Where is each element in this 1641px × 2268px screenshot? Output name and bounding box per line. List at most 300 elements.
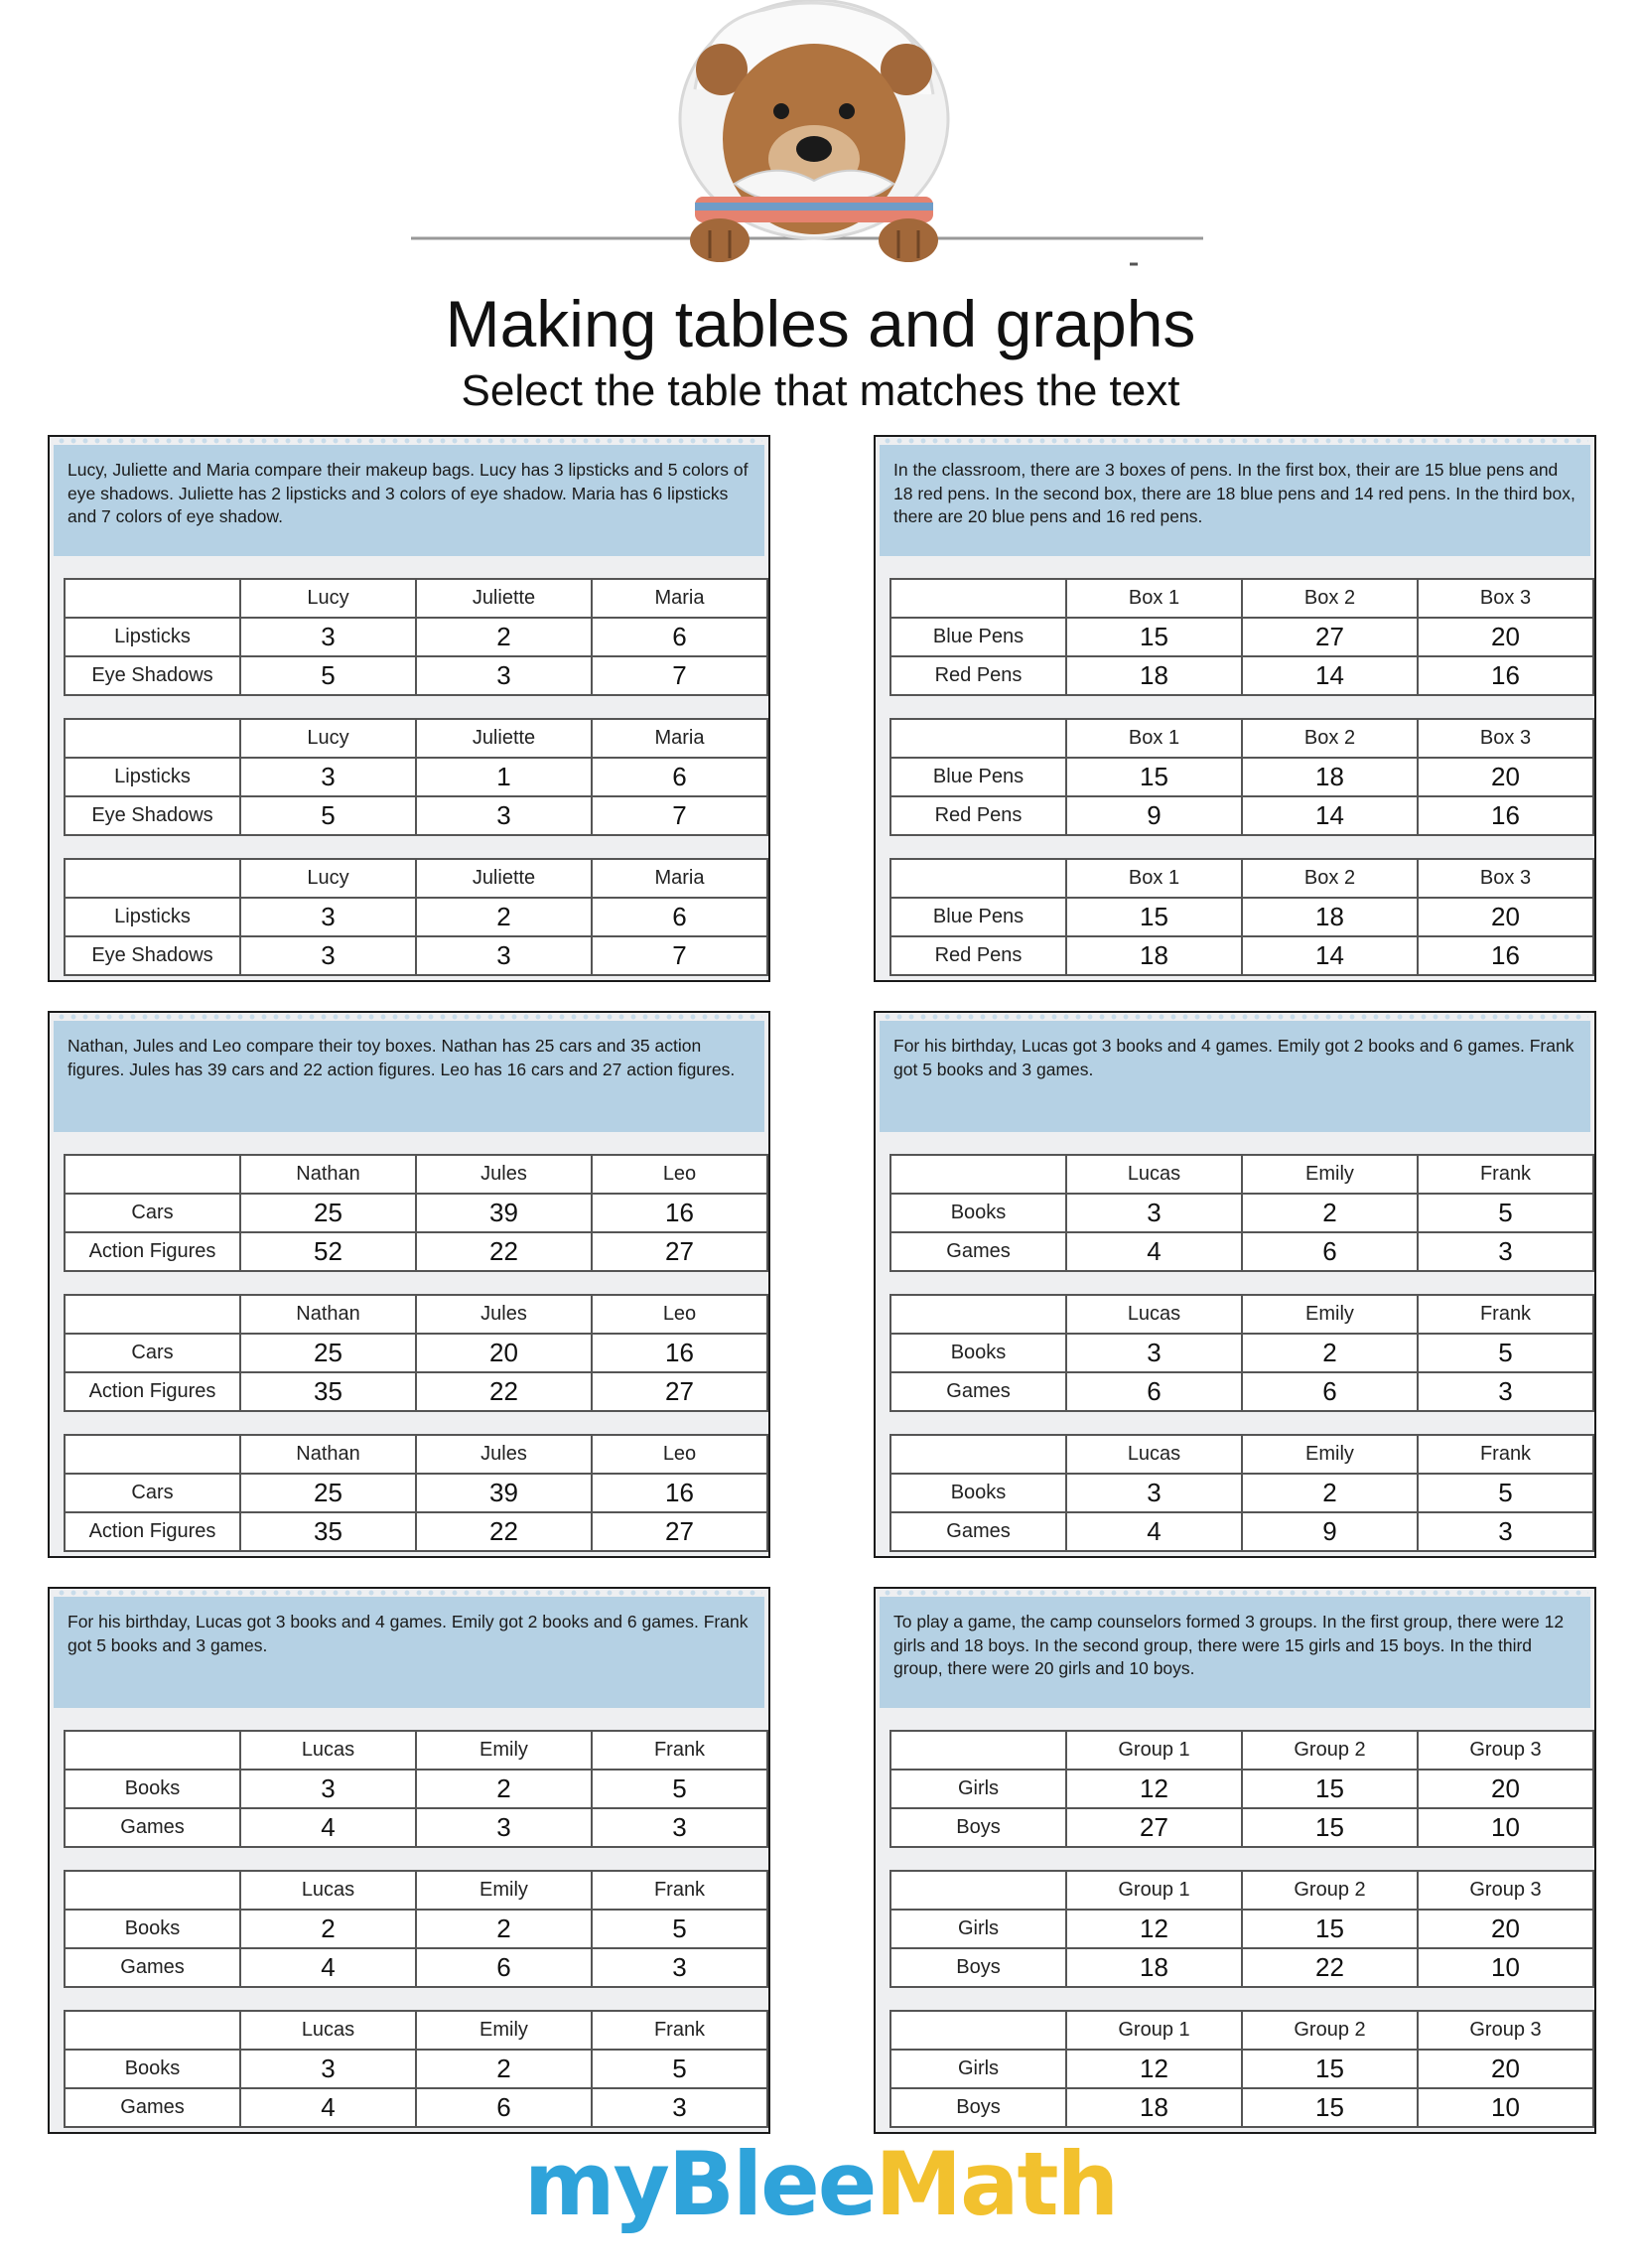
mascot-illustration	[397, 0, 1231, 278]
column-header: Nathan	[240, 1295, 416, 1334]
value-cell: 2	[1242, 1474, 1418, 1512]
row-label: Books	[65, 2050, 240, 2088]
row-label: Action Figures	[65, 1372, 240, 1411]
table-row	[65, 1372, 767, 1411]
value-cell: 5	[240, 796, 416, 835]
table-row	[890, 758, 1593, 796]
column-header: Lucy	[240, 579, 416, 618]
value-cell: 3	[592, 2088, 767, 2127]
empty-corner-cell	[65, 1435, 240, 1474]
value-cell: 12	[1066, 1770, 1242, 1808]
table-row	[890, 1474, 1593, 1512]
value-cell: 7	[592, 796, 767, 835]
column-header: Box 1	[1066, 719, 1242, 758]
value-cell: 2	[416, 1910, 592, 1948]
column-header: Jules	[416, 1435, 592, 1474]
value-cell: 15	[1242, 1808, 1418, 1847]
row-label: Games	[65, 1808, 240, 1847]
value-cell: 5	[1418, 1194, 1593, 1232]
value-cell: 27	[592, 1232, 767, 1271]
row-label: Boys	[890, 2088, 1066, 2127]
empty-corner-cell	[890, 859, 1066, 898]
row-label: Cars	[65, 1194, 240, 1232]
row-label: Eye Shadows	[65, 656, 240, 695]
table-header-row	[890, 719, 1593, 758]
table-row	[65, 758, 767, 796]
value-cell: 2	[416, 898, 592, 936]
table-row	[65, 1808, 767, 1847]
exercise-card-lucy-juliette-maria	[48, 435, 770, 982]
column-header: Frank	[1418, 1155, 1593, 1194]
value-cell: 3	[240, 618, 416, 656]
column-header: Box 2	[1242, 859, 1418, 898]
row-label: Games	[890, 1512, 1066, 1551]
column-header: Group 2	[1242, 2011, 1418, 2050]
table-header-row	[65, 1295, 767, 1334]
row-label: Red Pens	[890, 656, 1066, 695]
value-cell: 35	[240, 1372, 416, 1411]
table-row	[65, 898, 767, 936]
table-option-2[interactable]	[64, 1294, 768, 1412]
value-cell: 6	[416, 2088, 592, 2127]
value-cell: 5	[592, 1770, 767, 1808]
table-option-3[interactable]	[64, 1434, 768, 1552]
value-cell: 15	[1242, 2050, 1418, 2088]
column-header: Frank	[592, 2011, 767, 2050]
value-cell: 3	[1066, 1474, 1242, 1512]
row-label: Action Figures	[65, 1512, 240, 1551]
table-row	[65, 1194, 767, 1232]
row-label: Eye Shadows	[65, 936, 240, 975]
value-cell: 5	[1418, 1334, 1593, 1372]
column-header: Box 2	[1242, 719, 1418, 758]
value-cell: 2	[240, 1910, 416, 1948]
column-header: Group 3	[1418, 1871, 1593, 1910]
column-header: Frank	[1418, 1295, 1593, 1334]
table-row	[65, 1948, 767, 1987]
value-cell: 5	[592, 2050, 767, 2088]
column-header: Frank	[592, 1871, 767, 1910]
table-option-1[interactable]	[64, 578, 768, 696]
row-label: Games	[65, 1948, 240, 1987]
table-row	[890, 656, 1593, 695]
column-header: Maria	[592, 579, 767, 618]
row-label: Books	[890, 1194, 1066, 1232]
value-cell: 3	[240, 1770, 416, 1808]
value-cell: 6	[416, 1948, 592, 1987]
table-header-row	[890, 1295, 1593, 1334]
value-cell: 15	[1242, 2088, 1418, 2127]
table-option-2[interactable]	[64, 718, 768, 836]
row-label: Girls	[890, 2050, 1066, 2088]
value-cell: 3	[416, 796, 592, 835]
empty-corner-cell	[65, 1155, 240, 1194]
card-dots-border	[882, 1589, 1588, 1597]
card-prompt: To play a game, the camp counselors formed 3 groups. In the first group, there were 12 girls and 18 boys. In the second group, there were 15 girls and 15 boys. In the third group, there were 20 girls and 10 boys.	[880, 1597, 1590, 1708]
table-row	[65, 2050, 767, 2088]
table-row	[65, 1474, 767, 1512]
column-header: Nathan	[240, 1155, 416, 1194]
row-label: Blue Pens	[890, 758, 1066, 796]
value-cell: 3	[1418, 1232, 1593, 1271]
table-option-2[interactable]	[889, 1294, 1594, 1412]
value-cell: 3	[592, 1948, 767, 1987]
value-cell: 22	[416, 1232, 592, 1271]
column-header: Leo	[592, 1155, 767, 1194]
column-header: Emily	[1242, 1435, 1418, 1474]
value-cell: 14	[1242, 936, 1418, 975]
table-header-row	[65, 1435, 767, 1474]
value-cell: 20	[1418, 898, 1593, 936]
value-cell: 14	[1242, 656, 1418, 695]
row-label: Blue Pens	[890, 898, 1066, 936]
column-header: Jules	[416, 1155, 592, 1194]
value-cell: 6	[592, 758, 767, 796]
brand-logo	[0, 2135, 1641, 2234]
logo-math: Math	[875, 2133, 1118, 2235]
column-header: Group 1	[1066, 2011, 1242, 2050]
column-header: Juliette	[416, 719, 592, 758]
value-cell: 16	[592, 1474, 767, 1512]
column-header: Jules	[416, 1295, 592, 1334]
table-header-row	[65, 859, 767, 898]
value-cell: 20	[1418, 758, 1593, 796]
empty-corner-cell	[65, 1731, 240, 1770]
column-header: Lucas	[1066, 1155, 1242, 1194]
value-cell: 15	[1242, 1770, 1418, 1808]
value-cell: 15	[1242, 1910, 1418, 1948]
table-row	[65, 936, 767, 975]
row-label: Blue Pens	[890, 618, 1066, 656]
value-cell: 22	[416, 1512, 592, 1551]
table-row	[890, 1512, 1593, 1551]
column-header: Box 3	[1418, 859, 1593, 898]
value-cell: 20	[416, 1334, 592, 1372]
row-label: Lipsticks	[65, 758, 240, 796]
value-cell: 16	[1418, 656, 1593, 695]
value-cell: 18	[1066, 656, 1242, 695]
row-label: Games	[890, 1232, 1066, 1271]
exercise-card-boxes-of-pens	[874, 435, 1596, 982]
column-header: Group 1	[1066, 1871, 1242, 1910]
column-header: Box 2	[1242, 579, 1418, 618]
column-header: Emily	[416, 2011, 592, 2050]
table-header-row	[890, 1435, 1593, 1474]
column-header: Group 2	[1242, 1871, 1418, 1910]
value-cell: 9	[1242, 1512, 1418, 1551]
value-cell: 15	[1066, 618, 1242, 656]
table-header-row	[65, 719, 767, 758]
value-cell: 16	[592, 1194, 767, 1232]
value-cell: 3	[240, 758, 416, 796]
table-row	[890, 936, 1593, 975]
column-header: Box 1	[1066, 859, 1242, 898]
exercise-card-camp-groups	[874, 1587, 1596, 2134]
table-row	[65, 1770, 767, 1808]
table-row	[890, 1334, 1593, 1372]
table-row	[890, 796, 1593, 835]
column-header: Juliette	[416, 579, 592, 618]
value-cell: 6	[1242, 1232, 1418, 1271]
column-header: Group 1	[1066, 1731, 1242, 1770]
table-header-row	[65, 1155, 767, 1194]
value-cell: 2	[1242, 1334, 1418, 1372]
table-option-2[interactable]	[64, 1870, 768, 1988]
column-header: Emily	[416, 1731, 592, 1770]
page-subtitle: Select the table that matches the text	[461, 366, 1180, 415]
column-header: Lucas	[240, 1731, 416, 1770]
logo-myblee: myBlee	[523, 2133, 876, 2235]
column-header: Maria	[592, 859, 767, 898]
empty-corner-cell	[65, 2011, 240, 2050]
table-option-2[interactable]	[889, 718, 1594, 836]
value-cell: 3	[240, 2050, 416, 2088]
value-cell: 16	[1418, 936, 1593, 975]
value-cell: 4	[240, 1948, 416, 1987]
table-header-row	[890, 1155, 1593, 1194]
value-cell: 3	[1418, 1512, 1593, 1551]
exercise-card-birthday-b	[48, 1587, 770, 2134]
table-option-1[interactable]	[889, 1730, 1594, 1848]
value-cell: 5	[592, 1910, 767, 1948]
value-cell: 3	[416, 1808, 592, 1847]
table-option-3[interactable]	[889, 858, 1594, 976]
table-option-1[interactable]	[889, 1154, 1594, 1272]
value-cell: 3	[416, 656, 592, 695]
column-header: Nathan	[240, 1435, 416, 1474]
value-cell: 2	[416, 1770, 592, 1808]
table-header-row	[890, 1731, 1593, 1770]
column-header: Box 3	[1418, 719, 1593, 758]
column-header: Group 3	[1418, 1731, 1593, 1770]
value-cell: 6	[592, 898, 767, 936]
value-cell: 22	[416, 1372, 592, 1411]
table-header-row	[65, 1871, 767, 1910]
table-row	[65, 656, 767, 695]
column-header: Juliette	[416, 859, 592, 898]
row-label: Red Pens	[890, 936, 1066, 975]
value-cell: 15	[1066, 758, 1242, 796]
row-label: Books	[890, 1474, 1066, 1512]
value-cell: 27	[1066, 1808, 1242, 1847]
table-row	[65, 1232, 767, 1271]
table-header-row	[65, 1731, 767, 1770]
row-label: Action Figures	[65, 1232, 240, 1271]
table-option-3[interactable]	[889, 2010, 1594, 2128]
empty-corner-cell	[890, 2011, 1066, 2050]
row-label: Books	[65, 1770, 240, 1808]
column-header: Lucas	[240, 2011, 416, 2050]
empty-corner-cell	[65, 719, 240, 758]
column-header: Box 1	[1066, 579, 1242, 618]
value-cell: 3	[592, 1808, 767, 1847]
value-cell: 25	[240, 1194, 416, 1232]
column-header: Emily	[416, 1871, 592, 1910]
value-cell: 4	[240, 2088, 416, 2127]
table-row	[890, 1770, 1593, 1808]
table-row	[890, 1948, 1593, 1987]
value-cell: 2	[416, 2050, 592, 2088]
row-label: Red Pens	[890, 796, 1066, 835]
value-cell: 7	[592, 936, 767, 975]
table-header-row	[65, 2011, 767, 2050]
column-header: Emily	[1242, 1295, 1418, 1334]
empty-corner-cell	[890, 1295, 1066, 1334]
row-label: Lipsticks	[65, 898, 240, 936]
row-label: Books	[65, 1910, 240, 1948]
value-cell: 27	[592, 1512, 767, 1551]
value-cell: 5	[240, 656, 416, 695]
value-cell: 10	[1418, 2088, 1593, 2127]
column-header: Leo	[592, 1435, 767, 1474]
empty-corner-cell	[890, 719, 1066, 758]
card-dots-border	[882, 437, 1588, 445]
value-cell: 3	[240, 936, 416, 975]
value-cell: 5	[1418, 1474, 1593, 1512]
row-label: Boys	[890, 1808, 1066, 1847]
column-header: Box 3	[1418, 579, 1593, 618]
row-label: Girls	[890, 1770, 1066, 1808]
value-cell: 12	[1066, 2050, 1242, 2088]
column-header: Frank	[1418, 1435, 1593, 1474]
column-header: Lucas	[240, 1871, 416, 1910]
value-cell: 25	[240, 1474, 416, 1512]
value-cell: 18	[1066, 2088, 1242, 2127]
column-header: Lucas	[1066, 1295, 1242, 1334]
card-dots-border	[56, 437, 762, 445]
value-cell: 6	[592, 618, 767, 656]
column-header: Leo	[592, 1295, 767, 1334]
table-header-row	[890, 579, 1593, 618]
table-row	[65, 618, 767, 656]
value-cell: 18	[1242, 758, 1418, 796]
column-header: Lucy	[240, 859, 416, 898]
value-cell: 52	[240, 1232, 416, 1271]
value-cell: 3	[1066, 1334, 1242, 1372]
value-cell: 6	[1242, 1372, 1418, 1411]
table-row	[890, 898, 1593, 936]
card-prompt: In the classroom, there are 3 boxes of pens. In the first box, their are 15 blue pens and 18 red pens. In the second box, there are 18 blue pens and 14 red pens. In the third box, there are 20 blue pens and 16 red pens.	[880, 445, 1590, 556]
table-option-3[interactable]	[64, 2010, 768, 2128]
value-cell: 18	[1066, 1948, 1242, 1987]
card-prompt: For his birthday, Lucas got 3 books and 4 games. Emily got 2 books and 6 games. Frank got 5 books and 3 games.	[880, 1021, 1590, 1132]
empty-corner-cell	[890, 1731, 1066, 1770]
value-cell: 12	[1066, 1910, 1242, 1948]
table-header-row	[65, 579, 767, 618]
table-row	[890, 618, 1593, 656]
value-cell: 16	[592, 1334, 767, 1372]
value-cell: 16	[1418, 796, 1593, 835]
row-label: Cars	[65, 1474, 240, 1512]
column-header: Group 3	[1418, 2011, 1593, 2050]
card-dots-border	[56, 1013, 762, 1021]
empty-corner-cell	[890, 579, 1066, 618]
value-cell: 35	[240, 1512, 416, 1551]
exercise-card-toy-boxes	[48, 1011, 770, 1558]
row-label: Games	[890, 1372, 1066, 1411]
row-label: Books	[890, 1334, 1066, 1372]
empty-corner-cell	[890, 1155, 1066, 1194]
card-prompt: Lucy, Juliette and Maria compare their makeup bags. Lucy has 3 lipsticks and 5 colors of eye shadows. Juliette has 2 lipsticks and 3 colors of eye shadow. Maria has 6 lipsticks and 7 colors of eye shadow.	[54, 445, 764, 556]
row-label: Lipsticks	[65, 618, 240, 656]
value-cell: 39	[416, 1194, 592, 1232]
row-label: Games	[65, 2088, 240, 2127]
table-header-row	[890, 2011, 1593, 2050]
value-cell: 20	[1418, 1770, 1593, 1808]
value-cell: 10	[1418, 1808, 1593, 1847]
column-header: Lucas	[1066, 1435, 1242, 1474]
table-row	[65, 2088, 767, 2127]
value-cell: 3	[1066, 1194, 1242, 1232]
empty-corner-cell	[65, 859, 240, 898]
value-cell: 14	[1242, 796, 1418, 835]
value-cell: 2	[416, 618, 592, 656]
empty-corner-cell	[65, 1295, 240, 1334]
table-option-2[interactable]	[889, 1870, 1594, 1988]
value-cell: 20	[1418, 1910, 1593, 1948]
value-cell: 4	[1066, 1512, 1242, 1551]
column-header: Group 2	[1242, 1731, 1418, 1770]
table-header-row	[890, 859, 1593, 898]
table-row	[890, 1808, 1593, 1847]
value-cell: 3	[416, 936, 592, 975]
value-cell: 18	[1242, 898, 1418, 936]
page-title: Making tables and graphs	[445, 287, 1196, 360]
table-row	[890, 1194, 1593, 1232]
value-cell: 25	[240, 1334, 416, 1372]
table-row	[890, 2088, 1593, 2127]
value-cell: 27	[1242, 618, 1418, 656]
value-cell: 7	[592, 656, 767, 695]
table-option-1[interactable]	[889, 578, 1594, 696]
table-option-3[interactable]	[64, 858, 768, 976]
value-cell: 4	[1066, 1232, 1242, 1271]
table-row	[890, 1372, 1593, 1411]
value-cell: 6	[1066, 1372, 1242, 1411]
row-label: Cars	[65, 1334, 240, 1372]
value-cell: 27	[592, 1372, 767, 1411]
value-cell: 20	[1418, 2050, 1593, 2088]
value-cell: 39	[416, 1474, 592, 1512]
row-label: Boys	[890, 1948, 1066, 1987]
table-option-1[interactable]	[64, 1730, 768, 1848]
table-row	[890, 1232, 1593, 1271]
column-header: Lucy	[240, 719, 416, 758]
empty-corner-cell	[65, 579, 240, 618]
value-cell: 9	[1066, 796, 1242, 835]
table-option-1[interactable]	[64, 1154, 768, 1272]
empty-corner-cell	[890, 1871, 1066, 1910]
column-header: Emily	[1242, 1155, 1418, 1194]
row-label: Girls	[890, 1910, 1066, 1948]
table-row	[65, 1334, 767, 1372]
value-cell: 18	[1066, 936, 1242, 975]
value-cell: 2	[1242, 1194, 1418, 1232]
card-dots-border	[56, 1589, 762, 1597]
value-cell: 20	[1418, 618, 1593, 656]
table-row	[890, 2050, 1593, 2088]
value-cell: 4	[240, 1808, 416, 1847]
row-label: Eye Shadows	[65, 796, 240, 835]
empty-corner-cell	[890, 1435, 1066, 1474]
table-row	[65, 796, 767, 835]
card-dots-border	[882, 1013, 1588, 1021]
value-cell: 1	[416, 758, 592, 796]
column-header: Frank	[592, 1731, 767, 1770]
table-option-3[interactable]	[889, 1434, 1594, 1552]
exercise-card-birthday-a	[874, 1011, 1596, 1558]
empty-corner-cell	[65, 1871, 240, 1910]
